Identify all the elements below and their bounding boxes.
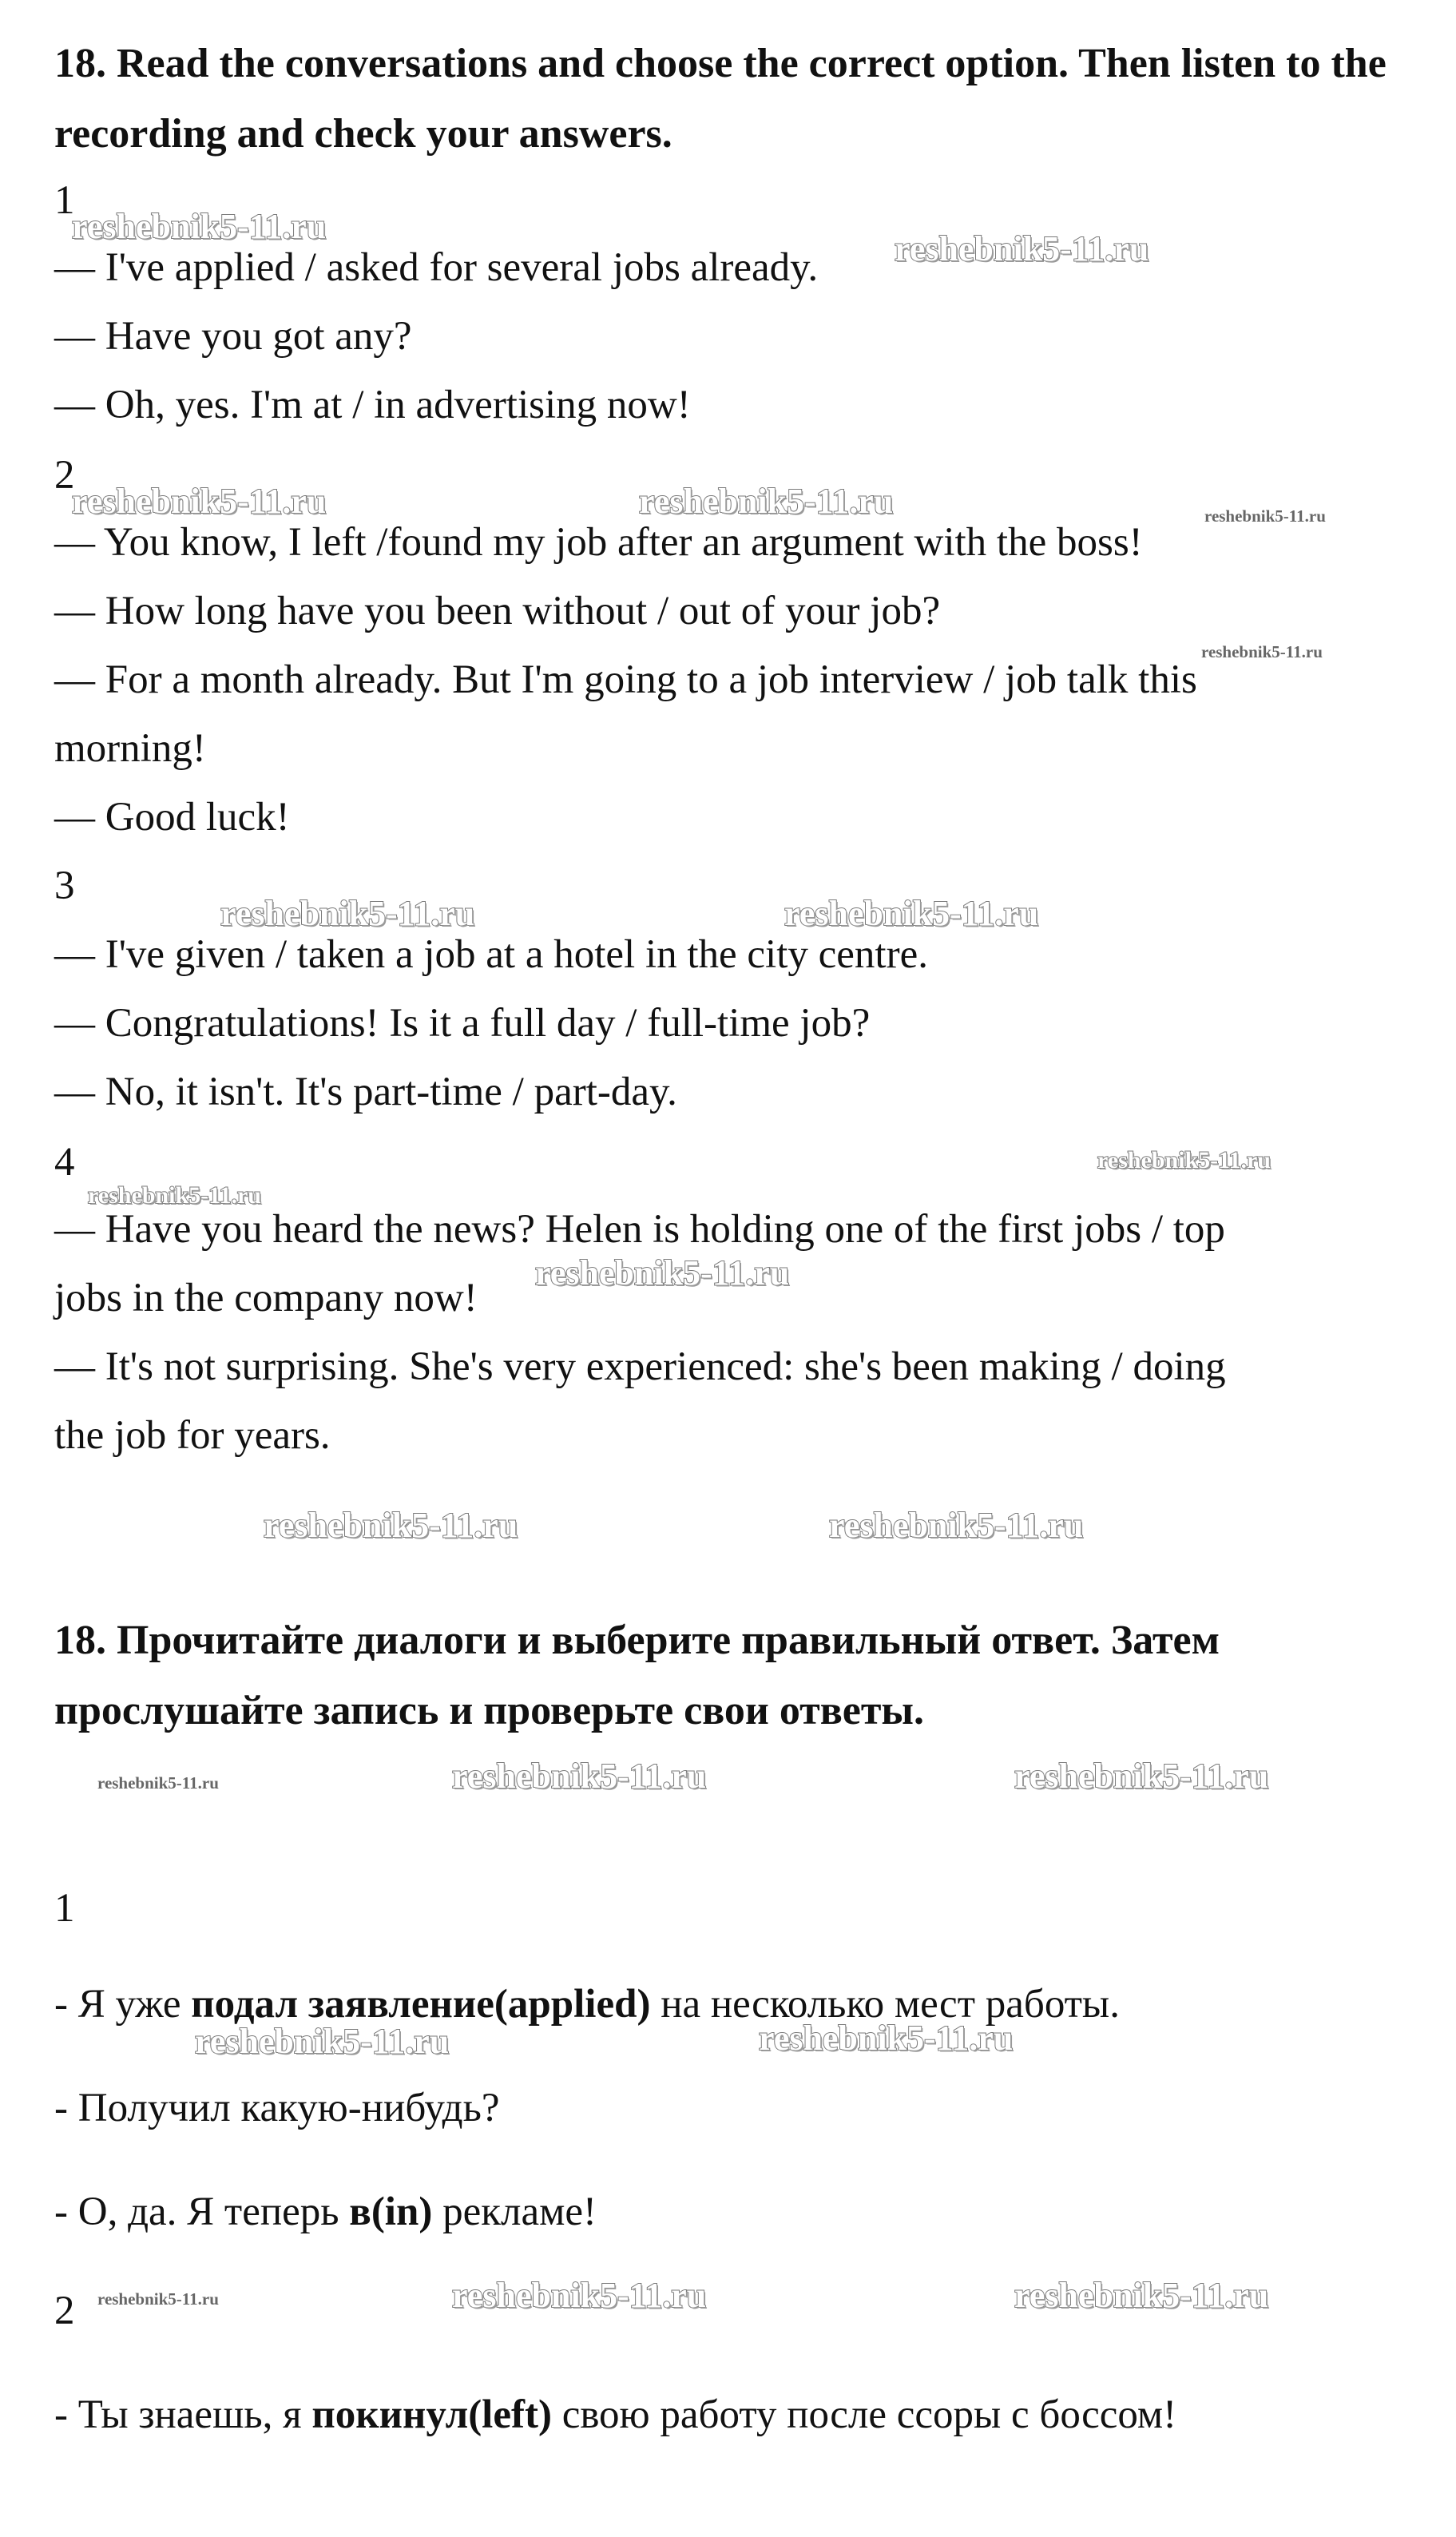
watermark: reshebnik5-11.ru (829, 1506, 1084, 1545)
watermark: reshebnik5-11.ru (784, 894, 1039, 933)
answer-highlight: в(in) (349, 2190, 433, 2234)
watermark: reshebnik5-11.ru (97, 1773, 219, 1793)
watermark: reshebnik5-11.ru (72, 207, 327, 246)
watermark: reshebnik5-11.ru (452, 1757, 707, 1796)
watermark: reshebnik5-11.ru (72, 482, 327, 521)
watermark: reshebnik5-11.ru (759, 2019, 1014, 2058)
watermark: reshebnik5-11.ru (535, 1253, 790, 1292)
watermark: reshebnik5-11.ru (1097, 1147, 1271, 1173)
dialogue-line: — No, it isn't. It's part-time / part-day. (54, 1070, 677, 1114)
exercise-heading-english: 18. Read the conversations and choose the correct option. Then listen to the recording and check your answers. (54, 41, 1387, 157)
answer-line: - Получил какую-нибудь? (54, 2086, 500, 2130)
dialogue-line: — You know, I left /found my job after an argument with the boss! (54, 520, 1143, 565)
dialogue-line: — Congratulations! Is it a full day / full-time job? (54, 1001, 871, 1046)
dialogue-line: — Good luck! (54, 795, 290, 840)
watermark: reshebnik5-11.ru (97, 2289, 219, 2309)
dialogue-line: — Have you heard the news? Helen is holding one of the first jobs / top (54, 1207, 1225, 1252)
answer-line: - Я уже подал заявление(applied) на несколько мест работы. (54, 1982, 1120, 2027)
dialogue-line: — For a month already. But I'm going to a job interview / job talk this (54, 657, 1197, 702)
dialogue-line: — Oh, yes. I'm at / in advertising now! (54, 383, 691, 427)
dialogue-number: 1 (54, 1886, 75, 1931)
exercise-heading-russian: 18. Прочитайте диалоги и выберите правильный ответ. Затем прослушайте запись и проверьте свои ответы. (54, 1618, 1220, 1733)
dialogue-line: the job for years. (54, 1413, 331, 1458)
watermark: reshebnik5-11.ru (452, 2276, 707, 2315)
answer-line: - Ты знаешь, я покинул(left) свою работу после ссоры с боссом! (54, 2392, 1177, 2437)
dialogue-line: — I've applied / asked for several jobs already. (54, 245, 819, 290)
watermark: reshebnik5-11.ru (195, 2022, 450, 2061)
watermark: reshebnik5-11.ru (1014, 2276, 1269, 2315)
watermark: reshebnik5-11.ru (1014, 1757, 1269, 1796)
dialogue-number: 1 (54, 178, 75, 223)
dialogue-line: — I've given / taken a job at a hotel in the city centre. (54, 932, 928, 977)
watermark: reshebnik5-11.ru (88, 1182, 261, 1209)
dialogue-line: — It's not surprising. She's very experienced: she's been making / doing (54, 1344, 1226, 1389)
watermark: reshebnik5-11.ru (1201, 642, 1323, 661)
watermark: reshebnik5-11.ru (1204, 506, 1326, 526)
answer-highlight: покинул(left) (311, 2392, 552, 2437)
dialogue-line: — Have you got any? (54, 314, 412, 359)
dialogue-number: 3 (54, 864, 75, 908)
answer-highlight: подал заявление(applied) (191, 1982, 651, 2027)
dialogue-line: — How long have you been without / out of your job? (54, 589, 941, 633)
dialogue-line: morning! (54, 726, 206, 771)
dialogue-number: 2 (54, 2289, 75, 2333)
watermark: reshebnik5-11.ru (220, 894, 475, 933)
watermark: reshebnik5-11.ru (264, 1506, 518, 1545)
dialogue-number: 2 (54, 453, 75, 498)
watermark: reshebnik5-11.ru (639, 482, 894, 521)
dialogue-line: jobs in the company now! (54, 1276, 478, 1320)
watermark: reshebnik5-11.ru (895, 229, 1149, 268)
dialogue-number: 4 (54, 1140, 75, 1185)
answer-line: - О, да. Я теперь в(in) рекламе! (54, 2190, 597, 2234)
